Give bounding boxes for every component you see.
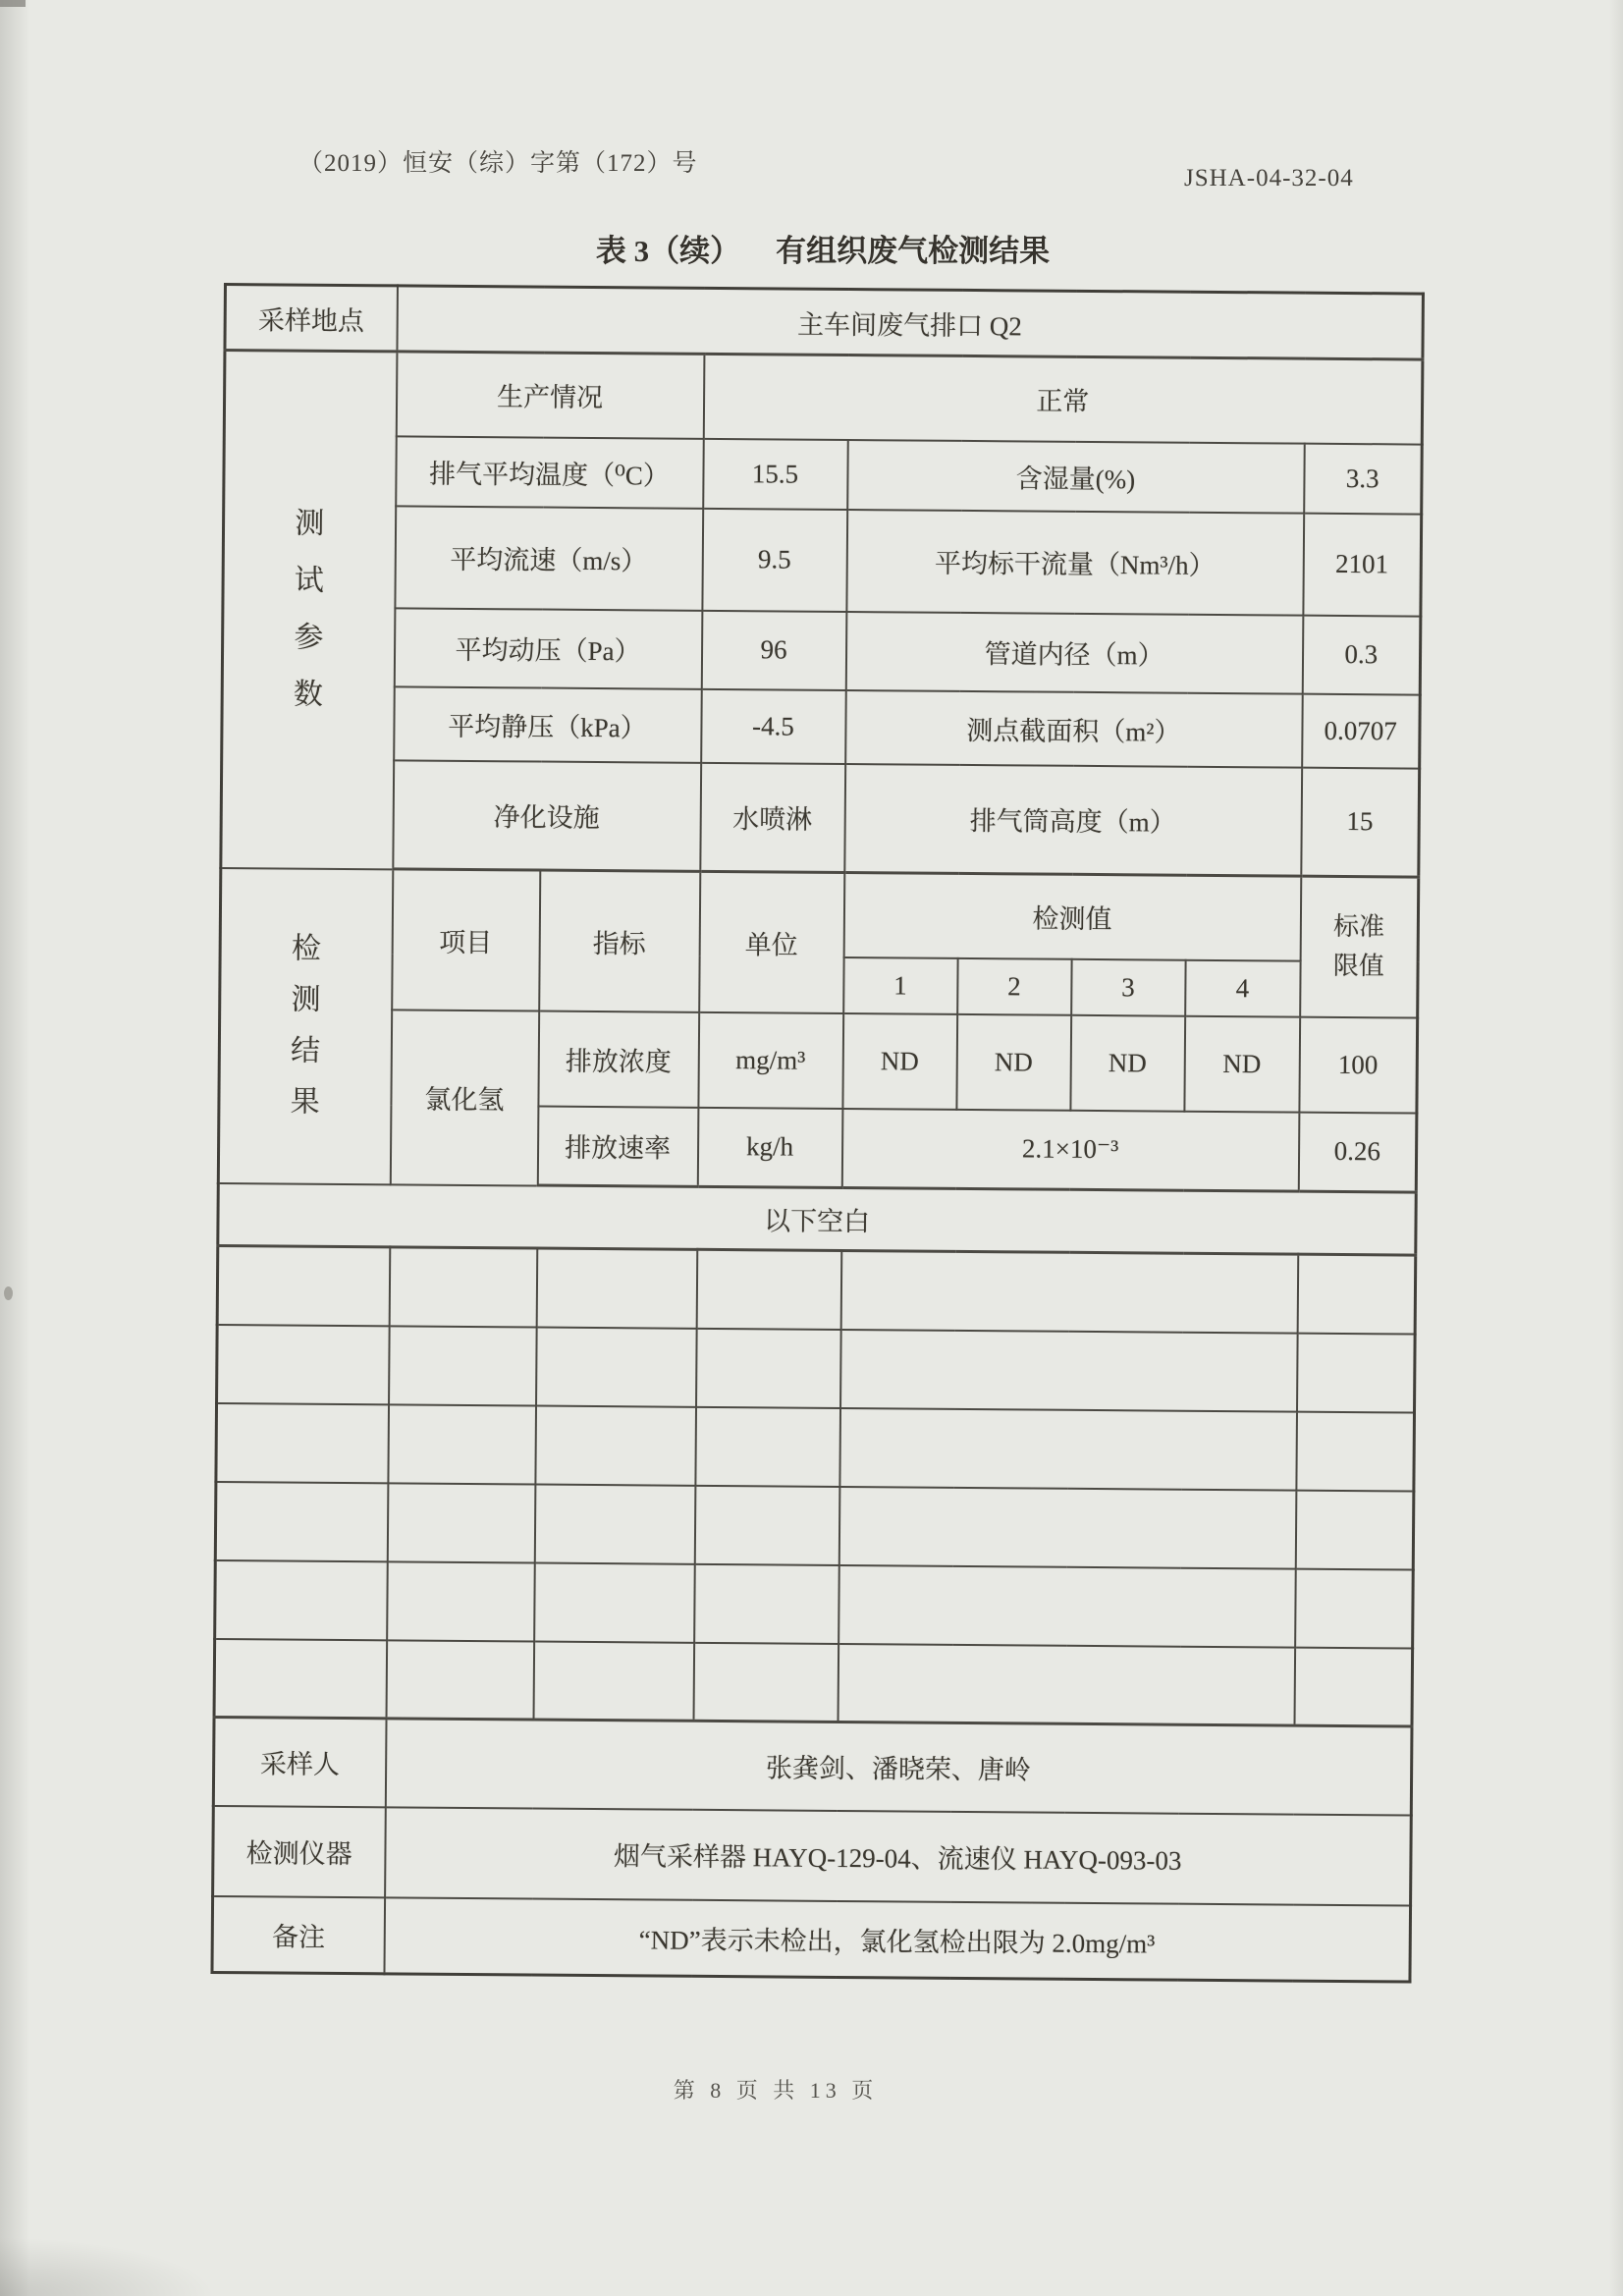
scan-corner-shadow	[0, 2237, 216, 2296]
production-value: 正常	[703, 354, 1423, 444]
instruments-label: 检测仪器	[213, 1805, 386, 1896]
empty-cell	[839, 1407, 1297, 1490]
empty-cell	[536, 1327, 697, 1406]
vchar: 测	[291, 983, 321, 1016]
empty-cell	[214, 1638, 387, 1718]
vchar: 测	[295, 507, 325, 541]
param-label: 测点截面积（m²）	[845, 689, 1303, 767]
value-col-4: 4	[1185, 959, 1300, 1016]
empty-cell	[534, 1484, 695, 1563]
header-unit: 单位	[699, 871, 844, 1012]
empty-cell	[696, 1328, 841, 1407]
empty-cell	[388, 1404, 536, 1484]
production-label: 生产情况	[396, 352, 704, 438]
param-label: 平均流速（m/s）	[395, 506, 703, 610]
limit-line2: 限值	[1332, 952, 1384, 981]
empty-cell	[1296, 1411, 1415, 1491]
scan-edge-shadow-left	[0, 0, 33, 2296]
test-params-vertical-label	[227, 495, 390, 724]
row-sampler	[213, 1717, 1412, 1815]
vchar: 结	[290, 1034, 321, 1067]
param-label: 管道内径（m）	[845, 611, 1303, 693]
empty-cell	[387, 1561, 535, 1641]
indicator-rate: 排放速率	[537, 1106, 698, 1186]
detected-value: ND	[1184, 1015, 1300, 1112]
page-title	[224, 226, 1422, 270]
param-value: 96	[701, 610, 846, 689]
empty-cell	[534, 1562, 695, 1642]
vchar: 试	[294, 564, 324, 598]
title-table-no: 表 3（续）	[595, 234, 741, 268]
empty-cell	[217, 1324, 390, 1403]
param-value: 15.5	[703, 438, 848, 509]
sampling-site-value: 主车间废气排口 Q2	[397, 286, 1423, 359]
param-label: 排气筒高度（m）	[844, 763, 1302, 876]
value-col-3: 3	[1071, 958, 1185, 1015]
param-value: 15	[1301, 767, 1420, 877]
results-vertical-label	[224, 923, 387, 1128]
empty-row	[217, 1324, 1416, 1412]
empty-cell	[838, 1643, 1295, 1725]
remarks-label: 备注	[212, 1895, 385, 1973]
row-instruments	[213, 1805, 1412, 1905]
empty-cell	[839, 1486, 1296, 1568]
report-table	[210, 283, 1424, 1984]
empty-cell	[1297, 1333, 1416, 1412]
empty-cell	[386, 1640, 534, 1720]
row-blank-note	[218, 1182, 1416, 1255]
param-value: 0.3	[1302, 615, 1421, 694]
empty-row	[214, 1638, 1413, 1726]
empty-cell	[696, 1249, 841, 1329]
param-label: 含湿量(%)	[847, 439, 1305, 513]
sampler-value: 张龚剑、潘晓荣、唐岭	[385, 1719, 1412, 1815]
row-param-temp	[224, 435, 1423, 515]
detected-value: ND	[1070, 1014, 1185, 1111]
empty-cell	[695, 1406, 840, 1486]
header-item: 项目	[392, 869, 540, 1011]
empty-cell	[215, 1559, 388, 1639]
limit-rate: 0.26	[1298, 1112, 1417, 1192]
empty-row	[217, 1245, 1416, 1334]
row-concentration	[219, 1008, 1418, 1113]
blank-note: 以下空白	[218, 1182, 1416, 1255]
param-label: 平均静压（kPa）	[394, 686, 702, 762]
limit-line1: 标准	[1333, 911, 1385, 942]
report-table-wrap	[210, 283, 1424, 1984]
empty-cell	[1295, 1568, 1414, 1648]
doc-code: JSHA-04-32-04	[1184, 165, 1354, 191]
empty-cell	[216, 1402, 389, 1482]
row-results-header	[220, 867, 1419, 961]
param-value: 水喷淋	[700, 762, 845, 872]
empty-cell	[215, 1481, 388, 1560]
detected-value: ND	[956, 1013, 1071, 1110]
header-detected-values: 检测值	[843, 872, 1301, 960]
empty-cell	[840, 1329, 1298, 1411]
param-label: 排气平均温度（⁰C）	[396, 436, 704, 508]
param-value: 2101	[1303, 513, 1422, 616]
empty-cell	[839, 1564, 1296, 1647]
section-test-params	[221, 351, 397, 869]
value-col-2: 2	[957, 957, 1071, 1014]
param-label: 平均动压（Pa）	[394, 608, 702, 688]
param-value: -4.5	[701, 688, 846, 763]
value-col-1: 1	[843, 957, 957, 1013]
vchar: 检	[291, 932, 322, 965]
row-production	[224, 351, 1423, 445]
sampling-site-label: 采样地点	[225, 285, 398, 352]
item-hcl: 氯化氢	[390, 1010, 538, 1185]
detected-value: ND	[842, 1012, 957, 1109]
param-label: 平均标干流量（Nm³/h）	[846, 509, 1304, 615]
title-text: 有组织废气检测结果	[776, 234, 1051, 268]
vchar: 果	[290, 1085, 320, 1119]
empty-cell	[1297, 1254, 1416, 1334]
scan-speck	[4, 1286, 13, 1300]
empty-cell	[694, 1563, 839, 1643]
remarks-value: “ND”表示未检出，氯化氢检出限为 2.0mg/m³	[384, 1897, 1411, 1982]
param-label: 净化设施	[393, 760, 701, 871]
header-indicator: 指标	[539, 870, 700, 1011]
empty-row	[215, 1559, 1414, 1648]
param-value: 9.5	[702, 508, 847, 611]
scan-corner-mark	[0, 0, 26, 7]
empty-cell	[840, 1250, 1298, 1333]
indicator-concentration: 排放浓度	[538, 1011, 699, 1107]
unit-concentration: mg/m³	[698, 1011, 843, 1108]
empty-cell	[533, 1641, 694, 1721]
row-param-velocity	[223, 505, 1422, 617]
row-param-dynamic-pressure	[222, 607, 1421, 695]
row-sampling-site	[225, 285, 1423, 360]
doc-number: （2019）恒安（综）字第（172）号	[298, 150, 698, 177]
section-results	[218, 867, 393, 1183]
row-param-purification	[221, 758, 1420, 877]
limit-concentration: 100	[1299, 1016, 1418, 1113]
param-value: 3.3	[1304, 443, 1423, 514]
vchar: 参	[294, 621, 324, 655]
row-remarks	[212, 1895, 1411, 1982]
page-number: 第 8 页 共 13 页	[673, 2078, 879, 2103]
scan-edge-shadow-right	[1609, 0, 1623, 2296]
detected-value-merged: 2.1×10⁻³	[841, 1108, 1299, 1191]
instruments-value: 烟气采样器 HAYQ-129-04、流速仪 HAYQ-093-03	[385, 1807, 1412, 1905]
empty-cell	[387, 1483, 535, 1562]
empty-row	[216, 1402, 1415, 1491]
empty-cell	[389, 1326, 537, 1405]
header-standard-limit	[1300, 876, 1419, 1017]
row-param-static-pressure	[222, 684, 1421, 768]
empty-cell	[535, 1405, 696, 1485]
empty-cell	[1295, 1490, 1414, 1569]
empty-cell	[1294, 1647, 1413, 1726]
empty-cell	[693, 1642, 839, 1722]
empty-cell	[389, 1247, 537, 1327]
unit-rate: kg/h	[697, 1107, 842, 1187]
sampler-label: 采样人	[213, 1717, 386, 1806]
empty-cell	[694, 1485, 839, 1564]
param-value: 0.0707	[1302, 693, 1421, 768]
empty-row	[215, 1481, 1414, 1569]
empty-cell	[536, 1248, 697, 1328]
empty-cell	[217, 1245, 390, 1325]
vchar: 数	[293, 678, 324, 712]
